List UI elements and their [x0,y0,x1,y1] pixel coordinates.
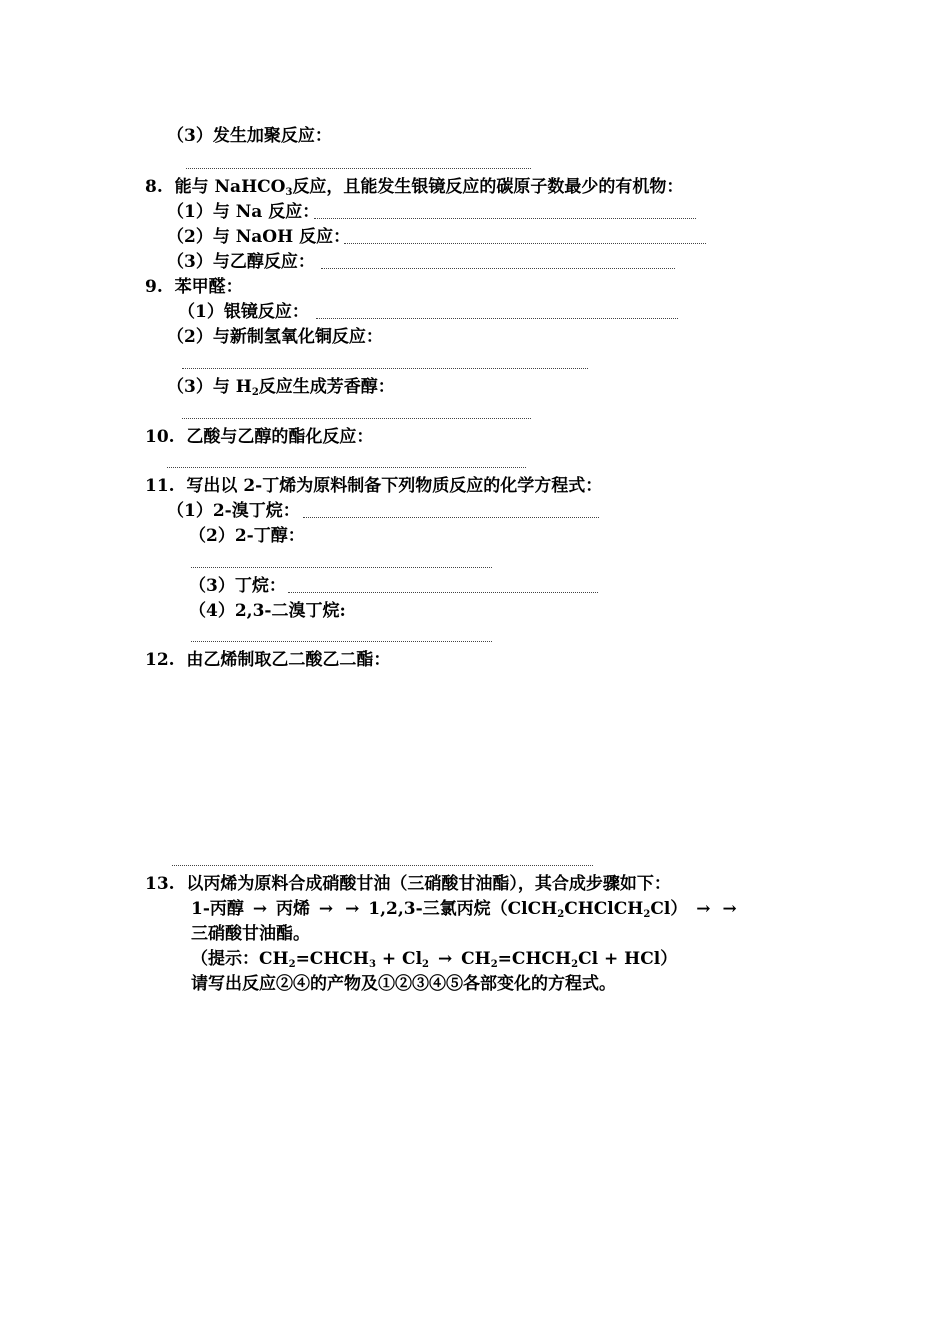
q9-part3-answer-line[interactable] [182,418,531,419]
q12-answer-line[interactable] [172,865,593,866]
q9-part3-subscript: 2 [251,387,259,398]
q8-question [145,177,683,197]
q8-part1-label: （1）与 Na 反应： [167,202,320,222]
q9-part2-label: （2）与新制氢氧化铜反应： [167,327,383,347]
q13-hint [191,949,677,969]
q13-hint-sub4: 2 [490,959,498,970]
q10-question [145,427,373,447]
q11-part1-answer-line[interactable] [303,517,599,518]
q12-text: 由乙烯制取乙二酸乙二酯： [186,650,391,670]
q11-number: 11. [145,476,175,496]
q8-part2-label: （2）与 NaOH 反应： [167,227,351,247]
q13-step-a: 1-丙醇 [191,899,244,919]
q9-part2-answer-line[interactable] [182,368,588,369]
q11-part4-label: （4）2,3-二溴丁烷: [189,601,346,621]
q11-part3-label: （3）丁烷： [189,576,286,596]
q13-text: 以丙烯为原料合成硝酸甘油（三硝酸甘油酯），其合成步骤如下： [186,874,671,894]
q13-hint-end: Cl + HCl） [578,949,678,969]
q11-part3-answer-line[interactable] [288,592,598,593]
q13-hint-sub5: 2 [571,959,579,970]
arrow-right-icon: → [437,949,453,969]
q13-step-c-mid: CHClCH [564,899,644,919]
q13-hint-m1: =CHCH [295,949,369,969]
arrow-right-icon: → [722,899,737,919]
q13-hint-sub3: 2 [422,959,430,970]
q8-part3-label: （3）与乙醇反应： [167,252,315,272]
q12-question [145,650,390,670]
q10-number: 10. [145,427,175,447]
q8-text-pre: 能与 NaHCO [174,177,286,197]
q9-part3-pre: （3）与 H [167,377,252,397]
q7-part3-label: （3）发生加聚反应： [167,126,332,146]
q11-part2-answer-line[interactable] [191,567,492,568]
q8-part3-answer-line[interactable] [321,268,675,269]
q13-question [145,874,671,894]
q11-question [145,476,602,496]
q7-part3-answer-line[interactable] [186,168,531,169]
q9-title: 苯甲醛： [174,277,243,297]
q13-step-c-sub1: 2 [557,909,565,920]
q8-part2-answer-line[interactable] [344,243,706,244]
q11-text: 写出以 2-丁烯为原料制备下列物质反应的化学方程式： [186,476,603,496]
q8-number: 8. [145,177,163,197]
q13-step-end: 三硝酸甘油酯。 [191,924,310,944]
q10-answer-line[interactable] [167,467,526,468]
q13-hint-sub1: 2 [288,959,296,970]
q8-subscript: 3 [285,187,293,198]
q11-part1-label: （1）2-溴丁烷： [167,501,300,521]
arrow-right-icon: → [696,899,711,919]
q13-hint-m4: =CHCH [497,949,572,969]
q11-part2-label: （2）2-丁醇： [189,526,305,546]
q8-text-post: 反应，且能发生银镜反应的碳原子数最少的有机物： [292,177,684,197]
q9-part3-label [167,377,395,397]
q8-part1-answer-line[interactable] [314,218,696,219]
q13-step-c-sub2: 2 [643,909,651,920]
q9-part1-label: （1）银镜反应： [178,302,309,322]
q13-step-b: 丙烯 [275,899,310,919]
q12-number: 12. [145,650,175,670]
q13-number: 13. [145,874,175,894]
q13-synthesis-route [191,899,740,919]
q13-step-c-end: Cl） [650,899,688,919]
arrow-right-icon: → [345,899,360,919]
q11-part4-answer-line[interactable] [191,641,492,642]
q9-question [145,277,243,297]
q13-hint-sub2: 3 [369,959,376,970]
q13-hint-m2: + Cl [375,949,423,969]
q13-step-c: 1,2,3-三氯丙烷（ClCH [368,899,558,919]
q9-number: 9. [145,277,163,297]
q13-instruction: 请写出反应②④的产物及①②③④⑤各部变化的方程式。 [191,974,616,994]
arrow-right-icon: → [252,899,268,919]
q9-part3-post: 反应生成芳香醇： [258,377,395,397]
q13-hint-m3: CH [461,949,491,969]
q10-text: 乙酸与乙醇的酯化反应： [186,427,374,447]
arrow-right-icon: → [318,899,334,919]
q13-hint-pre: （提示：CH [191,949,289,969]
q9-part1-answer-line[interactable] [316,318,678,319]
